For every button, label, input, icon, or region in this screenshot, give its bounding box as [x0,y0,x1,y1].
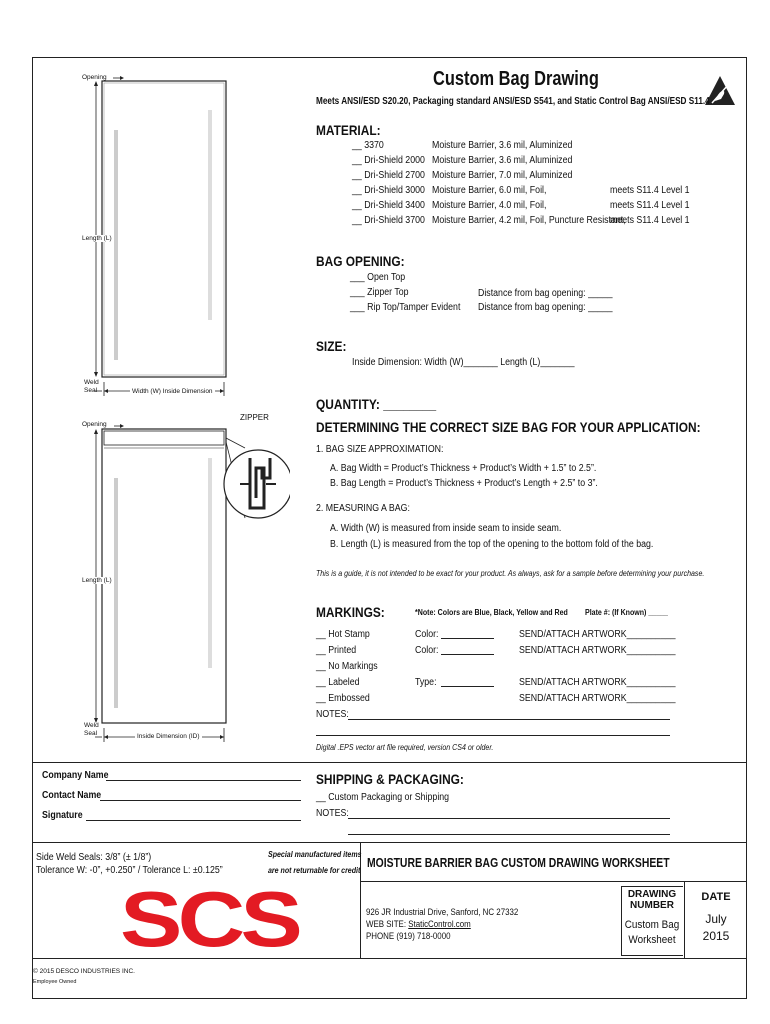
inside-dimension-label: Inside Dimension (ID) [137,733,200,740]
address: 926 JR Industrial Drive, Sanford, NC 27332 [366,907,519,917]
zipper-label: ZIPPER [240,413,269,422]
color-field-2[interactable] [441,654,494,655]
material-row[interactable]: __ Dri-Shield 3000 Moisture Barrier, 6.0 mil, Foil, meets S11.4 Level 1 [352,185,690,196]
tolerance-text: Tolerance W: -0”, +0.250” / Tolerance L: ±0.125” [36,865,223,876]
material-row[interactable]: __ Dri-Shield 2700 Moisture Barrier, 7.0 mil, Aluminized [352,170,573,181]
scs-logo: SCS [120,875,299,963]
material-row[interactable]: __ Dri-Shield 3700 Moisture Barrier, 4.2 mil, Foil, Puncture Resistant, meets S11.4 Level 1 [352,215,690,226]
size-heading: SIZE: [316,338,347,354]
weld-seal-label: Weld Seal [84,379,99,394]
contact-name-field[interactable] [100,800,301,801]
rip-top-option[interactable]: ___ Rip Top/Tamper Evident [350,302,461,313]
bag-length-formula: B. Bag Length = Product’s Thickness + Product’s Length + 2.5” to 3”. [330,478,598,489]
bag-size-approx: 1. BAG SIZE APPROXIMATION: [316,444,444,455]
length-label-2: Length (L) [82,577,112,584]
shipping-notes-line-2[interactable] [348,834,670,835]
material-row[interactable]: __ Dri-Shield 3400 Moisture Barrier, 4.0 mil, Foil, meets S11.4 Level 1 [352,200,690,211]
width-measure: A. Width (W) is measured from inside seam to inside seam. [330,523,562,534]
website-link[interactable]: StaticControl.com [408,919,471,929]
drawing-number-value: Custom Bag Worksheet [624,919,680,946]
length-measure: B. Length (L) is measured from the top of the opening to the bottom fold of the bag. [330,539,654,550]
zipper-top-option[interactable]: ___ Zipper Top [350,287,409,298]
material-row[interactable]: __ 3370 Moisture Barrier, 3.6 mil, Aluminized [352,140,573,151]
contact-name-label: Contact Name [42,790,102,801]
determining-heading: DETERMINING THE CORRECT SIZE BAG FOR YOUR APPLICATION: [316,419,701,435]
website-line [366,919,471,929]
bag-opening-heading: BAG OPENING: [316,253,405,269]
phone: PHONE (919) 718-0000 [366,931,451,941]
artwork-field-2[interactable]: SEND/ATTACH ARTWORK__________ [519,645,676,656]
artwork-field-1[interactable]: SEND/ATTACH ARTWORK__________ [519,629,676,640]
website-label: WEB SITE: [366,919,409,929]
no-markings-option[interactable]: __ No Markings [316,661,378,672]
labeled-option[interactable]: __ Labeled [316,677,360,688]
opening-label-2: Opening [82,421,107,428]
divider-footer [32,842,747,843]
digital-art-note: Digital .EPS vector art file required, version CS4 or older. [316,743,494,752]
color-label-2: Color: [415,645,439,656]
measuring-bag: 2. MEASURING A BAG: [316,503,410,514]
shipping-notes-label: NOTES: [316,808,349,819]
special-items-2: are not returnable for credit [268,866,361,875]
open-top-option[interactable]: ___ Open Top [350,272,406,283]
material-heading: MATERIAL: [316,122,381,138]
standards-line: Meets ANSI/ESD S20.20, Packaging standard ANSI/ESD S541, and Static Control Bag ANSI/ESD S11.4 [316,96,710,107]
plate-field[interactable]: Plate #: (If Known) _____ [585,608,668,617]
divider-worksheet [360,881,747,882]
artwork-field-3[interactable]: SEND/ATTACH ARTWORK__________ [519,677,676,688]
distance-field-1[interactable]: Distance from bag opening: _____ [478,288,613,299]
special-items-1: Special manufactured items [268,850,362,859]
company-name-field[interactable] [106,780,301,781]
divider-contact [32,762,747,763]
embossed-option[interactable]: __ Embossed [316,693,370,704]
artwork-field-4[interactable]: SEND/ATTACH ARTWORK__________ [519,693,676,704]
length-label: Length (L) [82,235,112,242]
shipping-heading: SHIPPING & PACKAGING: [316,771,464,787]
custom-packaging-option[interactable]: __ Custom Packaging or Shipping [316,792,450,803]
copyright: © 2015 DESCO INDUSTRIES INC. [33,968,135,975]
color-field-1[interactable] [441,638,494,639]
signature-label: Signature [42,810,83,821]
date-label: DATE [701,891,731,903]
size-fields[interactable]: Inside Dimension: Width (W)_______ Length (L)_______ [352,357,575,368]
markings-heading: MARKINGS: [316,604,385,620]
hot-stamp-option[interactable]: __ Hot Stamp [316,629,370,640]
guide-note: This is a guide, it is not intended to be exact for your product. As always, ask for a sample before determining your purchase. [316,569,705,578]
type-field[interactable] [441,686,494,687]
width-label: Width (W) Inside Dimension [132,388,213,395]
opening-label: Opening [82,74,107,81]
side-weld-seals: Side Weld Seals: 3/8” (± 1/8”) [36,852,152,863]
notes-label: NOTES: [316,709,349,720]
weld-seal-label-2: Weld Seal [84,722,99,737]
colors-note: *Note: Colors are Blue, Black, Yellow and Red [415,608,568,617]
date-value: July 2015 [702,912,730,943]
worksheet-title: MOISTURE BARRIER BAG CUSTOM DRAWING WORKSHEET [367,855,670,870]
employee-owned: Employee Owned [33,979,77,985]
printed-option[interactable]: __ Printed [316,645,357,656]
material-row[interactable]: __ Dri-Shield 2000 Moisture Barrier, 3.6 mil, Aluminized [352,155,573,166]
page-title: Custom Bag Drawing [433,68,599,90]
type-label: Type: [415,677,437,688]
notes-line-1[interactable] [348,719,670,720]
drawing-number-label: DRAWING NUMBER [627,889,677,911]
quantity-heading[interactable]: QUANTITY: ________ [316,396,437,412]
shipping-notes-line-1[interactable] [348,818,670,819]
color-label-1: Color: [415,629,439,640]
distance-field-2[interactable]: Distance from bag opening: _____ [478,302,613,313]
notes-line-2[interactable] [316,735,670,736]
signature-field[interactable] [86,820,301,821]
divider-v-footer [360,842,361,958]
material-list [352,140,692,230]
company-name-label: Company Name [42,770,109,781]
bag-width-formula: A. Bag Width = Product’s Thickness + Product’s Width + 1.5” to 2.5”. [330,463,597,474]
